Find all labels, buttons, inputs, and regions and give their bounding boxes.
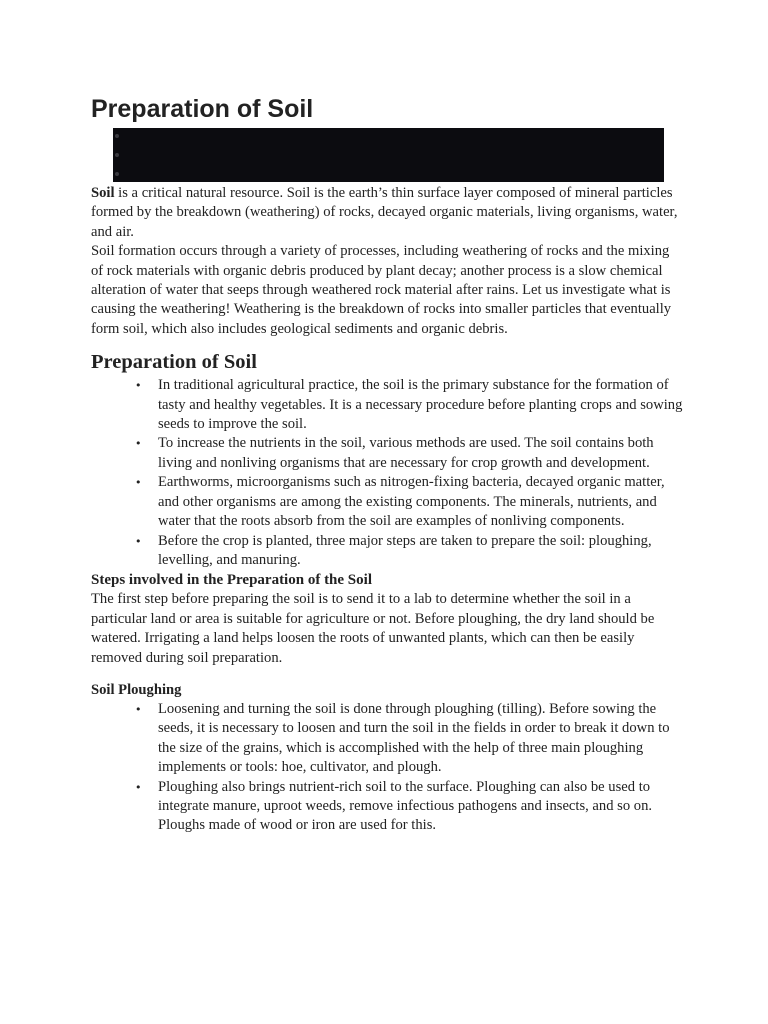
steps-paragraph: The first step before preparing the soil is to send it to a lab to determine whether the soil in a particular land or area is suitable for agriculture or not. Before ploughing, the dry land should be watered. Irrigating a land helps loosen the roots of unwanted plants, which can then be easily removed during soil preparation. bbox=[91, 591, 655, 666]
ploughing-list bbox=[91, 700, 683, 836]
bullet-icon: • bbox=[135, 437, 142, 451]
formation-paragraph: Soil formation occurs through a variety of processes, including weathering of rocks and the mixing of rock materials with organic debris produced by plant decay; another process is a slow chemical alteration of water that seeps through weathered rock material after rains. Let us investigate what is causing the weathering! Weathering is the breakdown of rocks into smaller particles that eventually form soil, which also includes geological sediments and organic debris. bbox=[91, 243, 672, 337]
intro-lead-term: Soil bbox=[91, 185, 115, 201]
page-title: Preparation of Soil bbox=[91, 95, 314, 123]
redacted-block bbox=[113, 128, 664, 182]
list-item-text: In traditional agricultural practice, the soil is the primary substance for the formation of tasty and healthy vegetables. It is a necessary procedure before planting crops and sowing seeds to improve the soil. bbox=[158, 377, 683, 433]
list-item-text: Ploughing also brings nutrient-rich soil to the surface. Ploughing can also be used to integrate manure, uproot weeds, remove infectious pathogens and insects, and so on. Ploughs made of wood or iron are used for this. bbox=[158, 778, 653, 834]
bullet-icon: • bbox=[135, 702, 142, 716]
list-item bbox=[135, 532, 683, 571]
list-item-text: To increase the nutrients in the soil, various methods are used. The soil contains both living and nonliving organisms that are necessary for crop growth and development. bbox=[158, 435, 654, 471]
preparation-list bbox=[91, 376, 683, 570]
steps-heading: Steps involved in the Preparation of the Soil bbox=[91, 572, 372, 589]
list-item bbox=[135, 700, 683, 778]
list-item bbox=[135, 473, 683, 531]
list-item bbox=[135, 376, 683, 434]
list-item bbox=[135, 434, 683, 473]
bullet-icon: • bbox=[135, 534, 142, 548]
article-body bbox=[91, 184, 683, 836]
ploughing-heading: Soil Ploughing bbox=[91, 681, 182, 698]
intro-paragraph bbox=[91, 184, 683, 242]
bullet-dot bbox=[115, 172, 119, 176]
bullet-icon: • bbox=[135, 476, 142, 490]
list-item-text: Earthworms, microorganisms such as nitrogen-fixing bacteria, decayed organic matter, and other organisms are among the existing components. The minerals, nutrients, and water that the roots absorb from the soil are examples of nonliving components. bbox=[158, 474, 665, 530]
intro-text: is a critical natural resource. Soil is the earth’s thin surface layer composed of mineral particles formed by the breakdown (weathering) of rocks, decayed organic materials, living organisms, water, and air. bbox=[91, 185, 678, 240]
bullet-dot bbox=[115, 134, 119, 138]
bullet-icon: • bbox=[135, 780, 142, 794]
list-item-text: Loosening and turning the soil is done through ploughing (tilling). Before sowing the seeds, it is necessary to loosen and turn the soil in the fields in order to break it down to the size of the grains, which is accomplished with the help of three main ploughing implements or tools: hoe, cultivator, and plough. bbox=[158, 700, 670, 776]
bullet-icon: • bbox=[135, 379, 142, 393]
bullet-dot bbox=[115, 153, 119, 157]
list-item bbox=[135, 778, 683, 836]
section-heading: Preparation of Soil bbox=[91, 351, 257, 374]
list-item-text: Before the crop is planted, three major steps are taken to prepare the soil: ploughing, levelling, and manuring. bbox=[158, 532, 652, 568]
